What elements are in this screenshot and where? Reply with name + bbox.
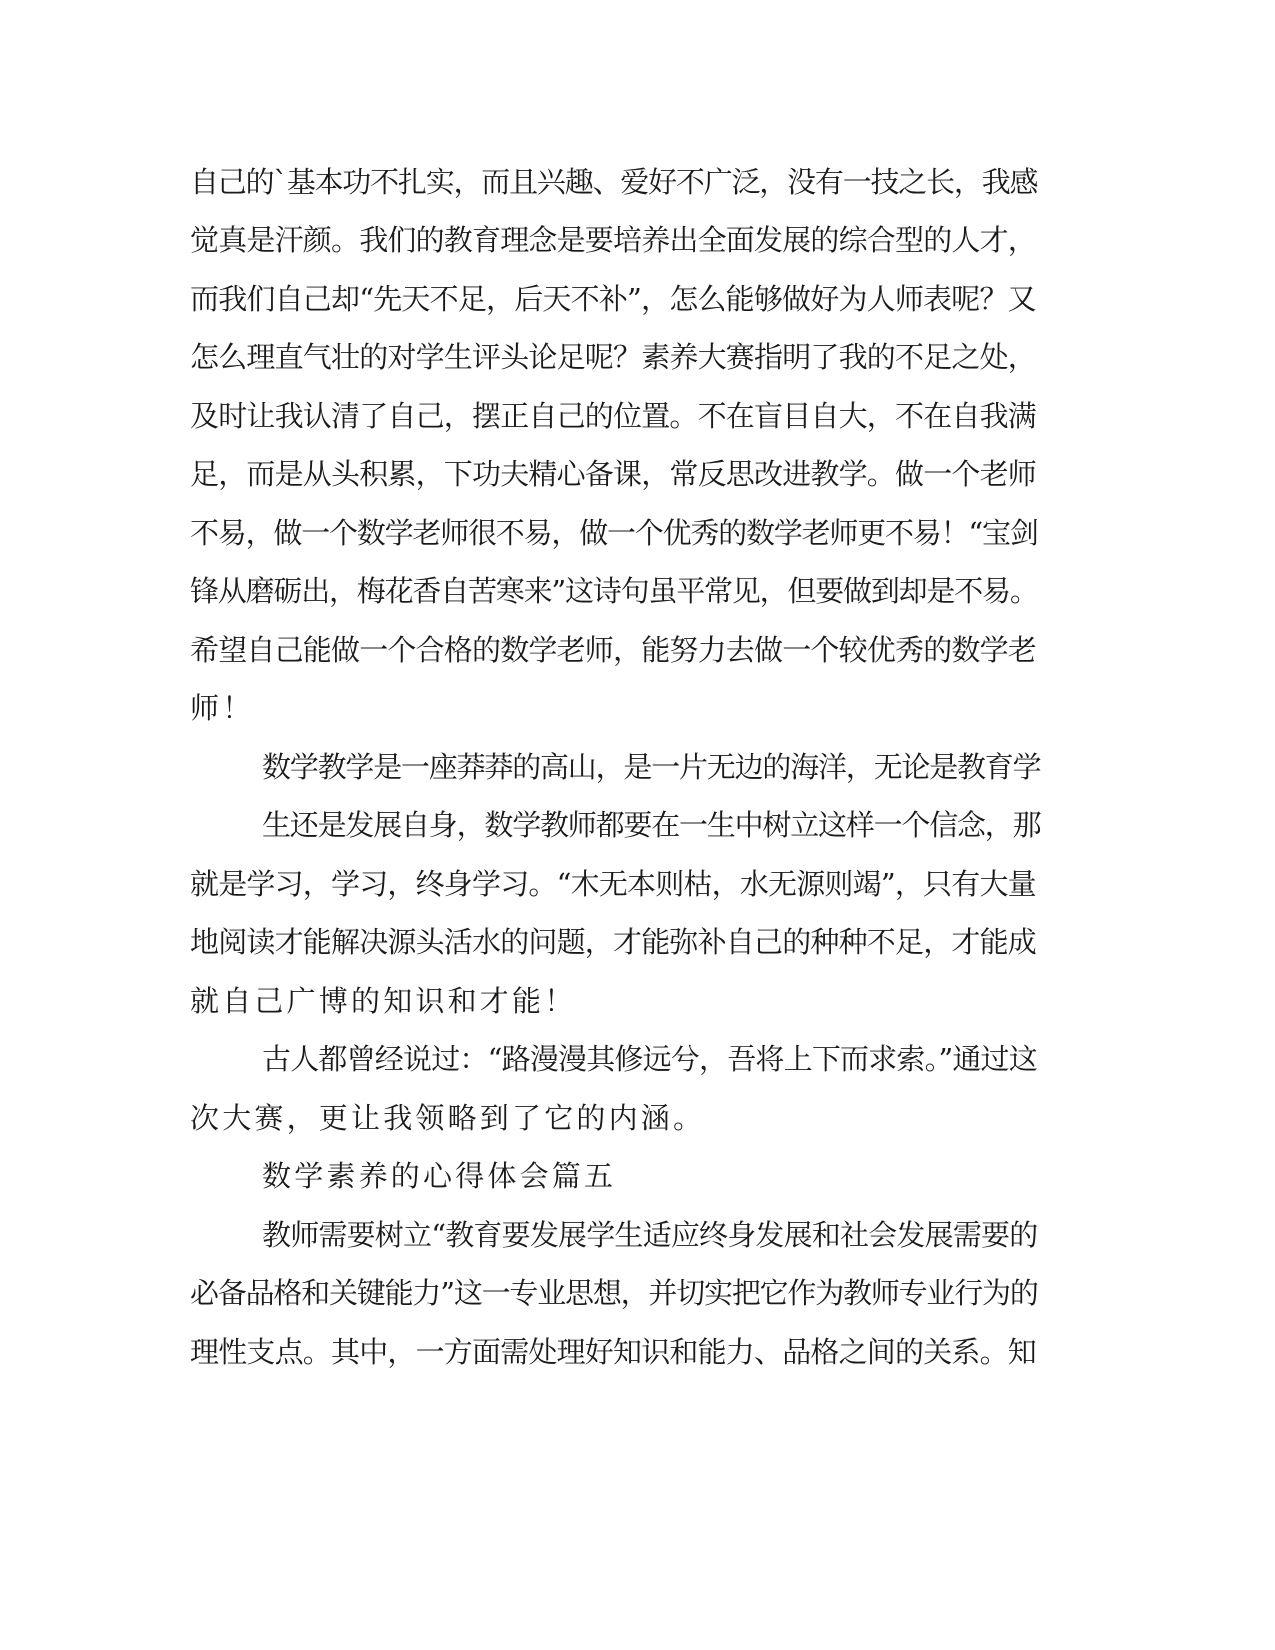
text-line: 不易，做一个数学老师很不易，做一个优秀的数学老师更不易！“宝剑: [190, 516, 1038, 550]
text-line: 自己的`基本功不扎实，而且兴趣、爱好不广泛，没有一技之长，我感: [190, 165, 1038, 199]
text-line: 怎么理直气壮的对学生评头论足呢？素养大赛指明了我的不足之处，: [190, 340, 1037, 374]
paragraph-start-line: 古人都曾经说过：“路漫漫其修远兮，吾将上下而求索。”通过这: [262, 1042, 1037, 1076]
text-line: 而我们自己却“先天不足，后天不补”，怎么能够做好为人师表呢？又: [190, 282, 1036, 316]
text-line: 就自己广博的知识和才能！: [190, 984, 577, 1018]
text-line: 足，而是从头积累，下功夫精心备课，常反思改进教学。做一个老师: [190, 457, 1037, 491]
text-line: 理性支点。其中，一方面需处理好知识和能力、品格之间的关系。知: [190, 1335, 1037, 1369]
text-line: 次大赛，更让我领略到了它的内涵。: [190, 1101, 706, 1135]
text-line: 及时让我认清了自己，摆正自己的位置。不在盲目自大，不在自我满: [190, 399, 1037, 433]
text-line: 必备品格和关键能力”这一专业思想，并切实把它作为教师专业行为的: [190, 1276, 1038, 1310]
text-line: 地阅读才能解决源头活水的问题，才能弥补自己的种种不足，才能成: [190, 925, 1037, 959]
text-line: 就是学习，学习，终身学习。“木无本则枯，水无源则竭”，只有大量: [190, 867, 1036, 901]
section-heading: 数学素养的心得体会篇五: [262, 1159, 617, 1193]
text-line: 锋从磨砺出，梅花香自苦寒来”这诗句虽平常见，但要做到却是不易。: [190, 574, 1038, 608]
paragraph-start-line: 数学教学是一座莽莽的高山，是一片无边的海洋，无论是教育学: [262, 750, 1041, 784]
text-line: 师！: [190, 691, 255, 725]
paragraph-start-line: 教师需要树立“教育要发展学生适应终身发展和社会发展需要的: [262, 1218, 1038, 1252]
text-line: 生还是发展自身，数学教师都要在一生中树立这样一个信念，那: [262, 808, 1041, 842]
text-line: 觉真是汗颜。我们的教育理念是要培养出全面发展的综合型的人才，: [190, 223, 1037, 257]
text-line: 希望自己能做一个合格的数学老师，能努力去做一个较优秀的数学老: [190, 633, 1037, 667]
